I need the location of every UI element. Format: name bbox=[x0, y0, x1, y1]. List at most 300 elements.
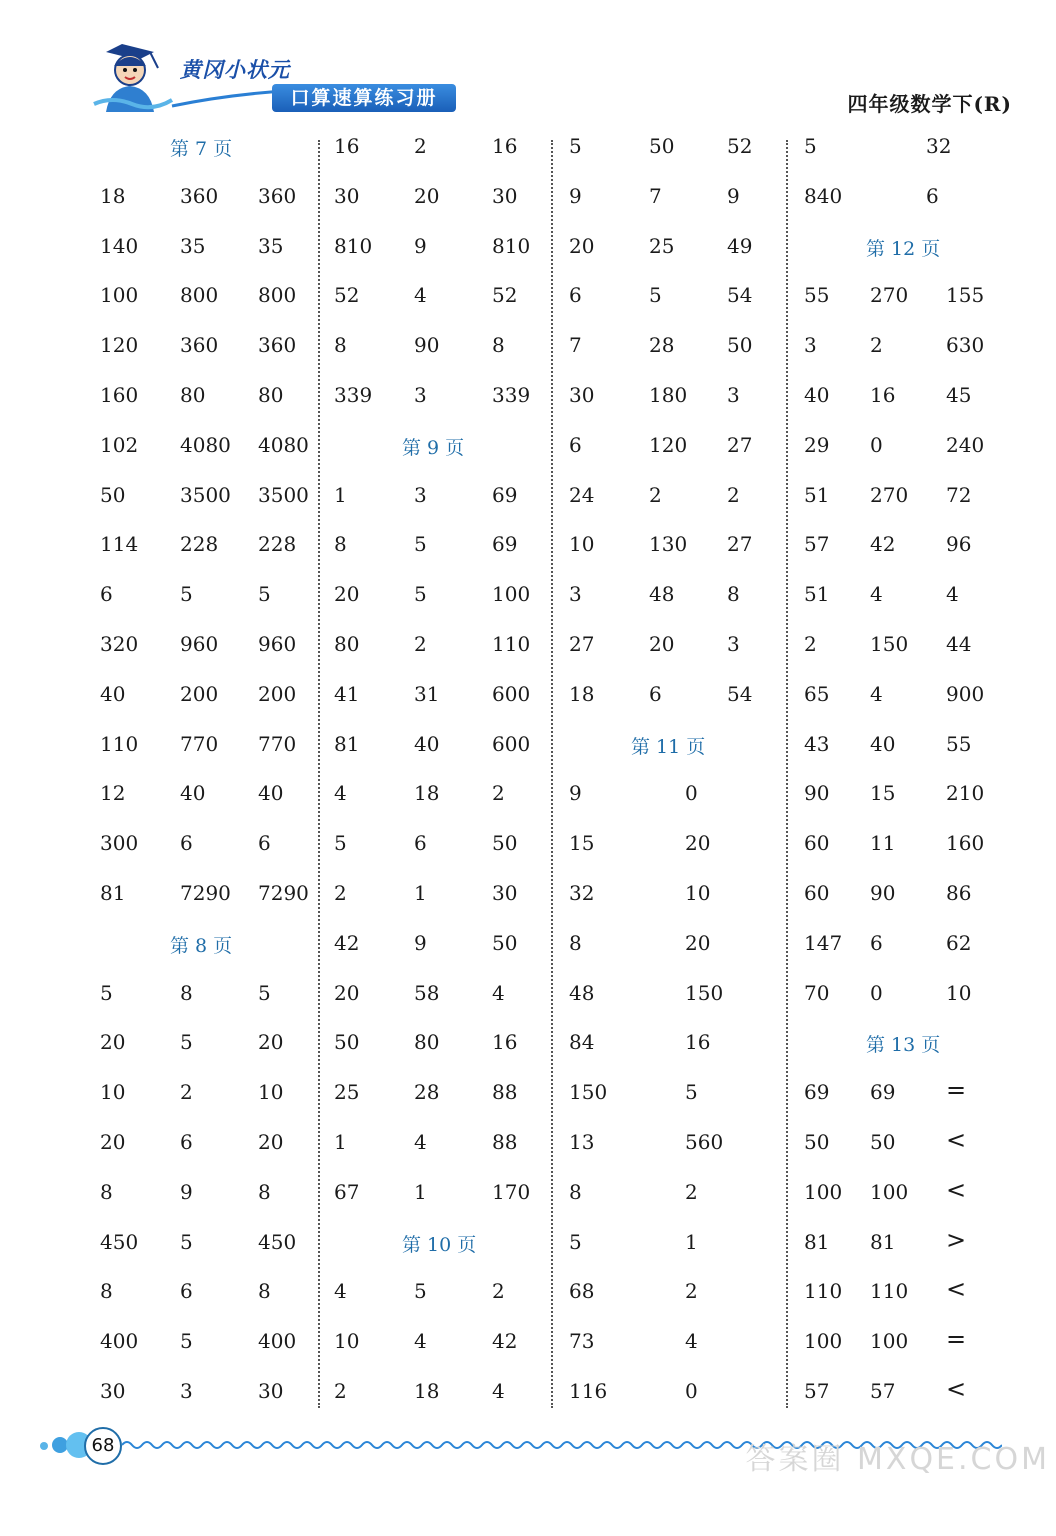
answer-value: 6 bbox=[180, 1130, 193, 1154]
answer-value: 20 bbox=[334, 980, 360, 1005]
answer-value: 88 bbox=[492, 1080, 518, 1105]
answer-value: 960 bbox=[258, 632, 297, 656]
answer-row bbox=[330, 620, 544, 670]
answer-row bbox=[565, 1267, 779, 1317]
answer-value: < bbox=[946, 1275, 967, 1304]
answer-value: 200 bbox=[180, 681, 219, 706]
answer-value: 5 bbox=[334, 831, 347, 856]
answer-value: 80 bbox=[334, 632, 360, 656]
page-number: 68 bbox=[84, 1427, 122, 1465]
answer-value: 80 bbox=[414, 1030, 440, 1055]
answer-value: 140 bbox=[100, 233, 139, 258]
answer-value: 160 bbox=[946, 831, 985, 856]
answer-value: 44 bbox=[946, 632, 972, 656]
answer-value: 40 bbox=[258, 781, 284, 806]
answer-row bbox=[330, 1068, 544, 1118]
answer-value: 150 bbox=[569, 1080, 608, 1105]
answer-row bbox=[96, 769, 312, 819]
answer-value: 3 bbox=[569, 582, 582, 607]
answer-row bbox=[96, 1168, 312, 1218]
answer-value: 20 bbox=[334, 582, 360, 607]
answer-value: 2 bbox=[870, 333, 883, 358]
answer-value: 8 bbox=[100, 1279, 113, 1304]
answer-row bbox=[96, 969, 312, 1019]
answer-value: 1 bbox=[334, 1130, 347, 1154]
answer-value: 3500 bbox=[180, 482, 231, 507]
answer-value: 5 bbox=[414, 1279, 427, 1304]
answer-row bbox=[565, 421, 779, 471]
answer-value: 41 bbox=[334, 681, 360, 706]
answer-value: 1 bbox=[685, 1229, 698, 1254]
answer-value: 50 bbox=[334, 1030, 360, 1055]
answer-value: 0 bbox=[870, 980, 883, 1005]
answer-value: 5 bbox=[569, 1229, 582, 1254]
answer-value: 54 bbox=[727, 283, 753, 308]
answer-row bbox=[96, 1118, 312, 1168]
answer-value: 600 bbox=[492, 681, 531, 706]
answer-value: 9 bbox=[727, 183, 740, 208]
answer-value: 270 bbox=[870, 482, 909, 507]
answer-value: 5 bbox=[414, 582, 427, 607]
answer-row bbox=[330, 172, 544, 222]
answer-row bbox=[96, 1267, 312, 1317]
answer-value: 5 bbox=[258, 582, 271, 607]
page-section-title bbox=[96, 919, 312, 969]
answer-value: 2 bbox=[334, 881, 347, 905]
answer-row bbox=[565, 1367, 779, 1417]
answer-value: 5 bbox=[804, 134, 817, 158]
answer-value: 5 bbox=[414, 532, 427, 557]
answer-value: 170 bbox=[492, 1179, 531, 1204]
answer-value: 6 bbox=[414, 831, 427, 856]
answer-value: 35 bbox=[258, 233, 284, 258]
answer-value: 27 bbox=[569, 632, 595, 656]
answer-row bbox=[330, 819, 544, 869]
answer-value: 80 bbox=[180, 383, 206, 407]
answer-row bbox=[330, 1267, 544, 1317]
answer-row bbox=[96, 1367, 312, 1417]
answer-value: 960 bbox=[180, 632, 219, 656]
answer-row bbox=[800, 570, 1000, 620]
answer-value: 3 bbox=[804, 333, 817, 358]
answer-value: 400 bbox=[258, 1329, 297, 1354]
answer-row bbox=[565, 471, 779, 521]
answer-row bbox=[800, 720, 1000, 770]
answer-value: 2 bbox=[414, 632, 427, 656]
answer-value: 630 bbox=[946, 333, 985, 358]
answer-row bbox=[96, 1317, 312, 1367]
answer-row bbox=[96, 1068, 312, 1118]
answer-value: 160 bbox=[100, 383, 139, 407]
answer-value: 6 bbox=[180, 831, 193, 856]
answer-value: 90 bbox=[804, 781, 830, 806]
answer-value: 12 bbox=[100, 781, 126, 806]
answer-value: 5 bbox=[180, 1329, 193, 1354]
answer-value: 9 bbox=[180, 1179, 193, 1204]
answer-row bbox=[565, 1018, 779, 1068]
answer-value: 100 bbox=[870, 1329, 909, 1354]
column-divider bbox=[318, 140, 320, 1408]
answer-row bbox=[96, 869, 312, 919]
answer-value: 1 bbox=[334, 482, 347, 507]
answer-row bbox=[565, 869, 779, 919]
answer-value: 30 bbox=[334, 183, 360, 208]
answer-value: 40 bbox=[100, 681, 126, 706]
answer-value: 100 bbox=[492, 582, 531, 607]
answer-value: 51 bbox=[804, 582, 830, 607]
answer-value: 3 bbox=[414, 482, 427, 507]
answer-value: 81 bbox=[334, 731, 360, 756]
answer-value: 3 bbox=[727, 632, 740, 656]
answer-value: 6 bbox=[100, 582, 113, 607]
answer-value: 4 bbox=[414, 1130, 427, 1154]
answer-row bbox=[330, 371, 544, 421]
answer-value: 20 bbox=[414, 183, 440, 208]
answer-value: 20 bbox=[100, 1130, 126, 1154]
answer-value: 8 bbox=[258, 1179, 271, 1204]
answer-value: 20 bbox=[258, 1130, 284, 1154]
answer-row bbox=[96, 222, 312, 272]
answer-value: 270 bbox=[870, 283, 909, 308]
answer-row bbox=[330, 271, 544, 321]
answer-row bbox=[330, 769, 544, 819]
answer-value: 1 bbox=[414, 881, 427, 905]
answer-value: 27 bbox=[727, 532, 753, 557]
answer-value: 1 bbox=[414, 1179, 427, 1204]
answer-value: 40 bbox=[870, 731, 896, 756]
answer-value: 43 bbox=[804, 731, 830, 756]
answer-value: 450 bbox=[100, 1229, 139, 1254]
answer-value: 8 bbox=[334, 333, 347, 358]
answer-value: 155 bbox=[946, 283, 985, 308]
answer-value: 40 bbox=[804, 383, 830, 407]
answer-row bbox=[96, 520, 312, 570]
answer-row bbox=[800, 271, 1000, 321]
answer-value: 8 bbox=[569, 1179, 582, 1204]
answer-value: 2 bbox=[180, 1080, 193, 1105]
answer-value: 96 bbox=[946, 532, 972, 557]
answer-row bbox=[330, 969, 544, 1019]
answer-row bbox=[565, 172, 779, 222]
decor-dot bbox=[40, 1442, 48, 1450]
answer-value: 54 bbox=[727, 681, 753, 706]
page-section-title bbox=[800, 222, 1000, 272]
answer-value: 42 bbox=[492, 1329, 518, 1354]
section-title-text: 第 13 页 bbox=[866, 1034, 941, 1057]
answer-value: 30 bbox=[492, 881, 518, 905]
answer-value: 2 bbox=[685, 1179, 698, 1204]
answer-value: 16 bbox=[685, 1030, 711, 1055]
answer-value: 339 bbox=[334, 383, 373, 407]
answer-value: 25 bbox=[334, 1080, 360, 1105]
answer-value: 15 bbox=[569, 831, 595, 856]
answer-value: 10 bbox=[258, 1080, 284, 1105]
answer-row bbox=[96, 819, 312, 869]
answer-row bbox=[800, 969, 1000, 1019]
answer-value: 5 bbox=[180, 1030, 193, 1055]
answer-value: 110 bbox=[804, 1279, 843, 1304]
answer-value: 48 bbox=[569, 980, 595, 1005]
answer-row bbox=[330, 670, 544, 720]
answer-value: 810 bbox=[334, 233, 373, 258]
answer-value: 49 bbox=[727, 233, 753, 258]
answer-value: 31 bbox=[414, 681, 440, 706]
answer-value: 8 bbox=[492, 333, 505, 358]
answer-row bbox=[800, 1168, 1000, 1218]
answer-value: 770 bbox=[180, 731, 219, 756]
answer-value: 32 bbox=[926, 134, 952, 158]
answer-value: 13 bbox=[569, 1130, 595, 1154]
answer-value: 52 bbox=[334, 283, 360, 308]
answer-value: 5 bbox=[180, 582, 193, 607]
answer-row bbox=[565, 1317, 779, 1367]
answer-value: 110 bbox=[870, 1279, 909, 1304]
answer-row bbox=[96, 172, 312, 222]
answer-value: 4 bbox=[492, 1379, 505, 1403]
answer-value: 16 bbox=[492, 1030, 518, 1055]
answer-row bbox=[330, 869, 544, 919]
answer-value: 9 bbox=[569, 183, 582, 208]
answer-value: 560 bbox=[685, 1130, 724, 1154]
answer-value: 2 bbox=[492, 781, 505, 806]
answer-value: 3 bbox=[727, 383, 740, 407]
answer-value: 210 bbox=[946, 781, 985, 806]
answer-value: 360 bbox=[258, 183, 297, 208]
answer-value: 81 bbox=[100, 881, 126, 905]
brand-name: 黄冈小状元 bbox=[180, 58, 290, 82]
answer-value: 18 bbox=[569, 681, 595, 706]
answer-row bbox=[96, 471, 312, 521]
answer-value: 25 bbox=[649, 233, 675, 258]
answer-row bbox=[96, 1218, 312, 1268]
answer-value: 5 bbox=[180, 1229, 193, 1254]
answer-value: 102 bbox=[100, 432, 139, 457]
answer-value: 7290 bbox=[180, 881, 231, 905]
answer-value: 32 bbox=[569, 881, 595, 905]
answer-row bbox=[565, 570, 779, 620]
answer-value: 18 bbox=[100, 183, 126, 208]
answer-value: 120 bbox=[649, 432, 688, 457]
answer-row bbox=[330, 570, 544, 620]
answer-row bbox=[96, 570, 312, 620]
answer-value: 5 bbox=[258, 980, 271, 1005]
answer-row bbox=[565, 670, 779, 720]
answer-row bbox=[565, 919, 779, 969]
answer-value: 6 bbox=[569, 283, 582, 308]
answer-value: 2 bbox=[649, 482, 662, 507]
answer-row bbox=[800, 1068, 1000, 1118]
answer-value: 0 bbox=[870, 432, 883, 457]
answer-value: 300 bbox=[100, 831, 139, 856]
answer-value: 42 bbox=[334, 930, 360, 955]
answer-value: 4 bbox=[870, 681, 883, 706]
answer-row bbox=[800, 769, 1000, 819]
answer-row bbox=[96, 670, 312, 720]
answer-value: 4 bbox=[414, 283, 427, 308]
answer-value: 8 bbox=[727, 582, 740, 607]
answer-value: 28 bbox=[414, 1080, 440, 1105]
answer-value: 42 bbox=[870, 532, 896, 557]
answer-value: 11 bbox=[870, 831, 896, 856]
answer-row bbox=[96, 421, 312, 471]
answer-value: 2 bbox=[492, 1279, 505, 1304]
answer-row bbox=[565, 1168, 779, 1218]
answer-value: 8 bbox=[334, 532, 347, 557]
answer-value: 800 bbox=[180, 283, 219, 308]
answer-value: 20 bbox=[258, 1030, 284, 1055]
column-divider bbox=[786, 140, 788, 1408]
answer-column-2 bbox=[330, 122, 544, 1414]
answer-value: 120 bbox=[100, 333, 139, 358]
answer-value: 86 bbox=[946, 881, 972, 905]
page-section-title bbox=[800, 1018, 1000, 1068]
answer-value: 110 bbox=[100, 731, 139, 756]
answer-row bbox=[800, 1267, 1000, 1317]
answer-value: 29 bbox=[804, 432, 830, 457]
answer-value: 6 bbox=[569, 432, 582, 457]
answer-value: 2 bbox=[685, 1279, 698, 1304]
answer-row bbox=[330, 1168, 544, 1218]
answer-row bbox=[800, 1218, 1000, 1268]
answer-value: 40 bbox=[414, 731, 440, 756]
answer-value: 58 bbox=[414, 980, 440, 1005]
answer-row bbox=[330, 520, 544, 570]
answer-value: 2 bbox=[334, 1379, 347, 1403]
answer-row bbox=[330, 1317, 544, 1367]
answer-value: 9 bbox=[569, 781, 582, 806]
answer-value: 24 bbox=[569, 482, 595, 507]
page-section-title bbox=[565, 720, 779, 770]
answer-value: 20 bbox=[649, 632, 675, 656]
answer-value: 4080 bbox=[258, 432, 309, 457]
mascot-icon bbox=[92, 38, 174, 114]
answer-value: 88 bbox=[492, 1130, 518, 1154]
answer-row bbox=[330, 222, 544, 272]
answer-row bbox=[800, 819, 1000, 869]
answer-row bbox=[96, 620, 312, 670]
answer-value: 114 bbox=[100, 532, 139, 557]
answer-value: 7290 bbox=[258, 881, 309, 905]
answer-value: 90 bbox=[414, 333, 440, 358]
answer-value: 57 bbox=[804, 1379, 830, 1403]
page-section-title bbox=[96, 122, 312, 172]
answer-value: 40 bbox=[180, 781, 206, 806]
answer-value: 84 bbox=[569, 1030, 595, 1055]
answer-value: 30 bbox=[569, 383, 595, 407]
answer-row bbox=[330, 1018, 544, 1068]
answer-value: 8 bbox=[100, 1179, 113, 1204]
answer-value: 2 bbox=[414, 134, 427, 158]
answer-value: 57 bbox=[870, 1379, 896, 1403]
answer-value: 100 bbox=[870, 1179, 909, 1204]
answer-value: 450 bbox=[258, 1229, 297, 1254]
answer-value: 69 bbox=[492, 482, 518, 507]
answer-value: 67 bbox=[334, 1179, 360, 1204]
answer-value: 360 bbox=[180, 183, 219, 208]
answer-value: 50 bbox=[727, 333, 753, 358]
answer-row bbox=[800, 620, 1000, 670]
page-section-title bbox=[330, 1218, 544, 1268]
answer-value: 6 bbox=[258, 831, 271, 856]
section-title-text: 第 8 页 bbox=[170, 934, 233, 957]
answer-value: 600 bbox=[492, 731, 531, 756]
section-title-text: 第 12 页 bbox=[866, 237, 941, 260]
answer-row bbox=[565, 222, 779, 272]
answer-value: 73 bbox=[569, 1329, 595, 1354]
answer-value: 0 bbox=[685, 1379, 698, 1403]
answer-value: 50 bbox=[100, 482, 126, 507]
answer-value: 810 bbox=[492, 233, 531, 258]
answer-value: 8 bbox=[180, 980, 193, 1005]
answer-value: 60 bbox=[804, 831, 830, 856]
answer-row bbox=[800, 371, 1000, 421]
answer-value: 69 bbox=[492, 532, 518, 557]
answer-row bbox=[96, 371, 312, 421]
section-title-text: 第 11 页 bbox=[631, 735, 706, 758]
answer-value: 147 bbox=[804, 930, 843, 955]
answer-value: 4 bbox=[685, 1329, 698, 1354]
answer-value: 15 bbox=[870, 781, 896, 806]
answer-value: 68 bbox=[569, 1279, 595, 1304]
answer-value: 69 bbox=[804, 1080, 830, 1105]
answer-value: 4 bbox=[334, 1279, 347, 1304]
answer-value: 100 bbox=[100, 283, 139, 308]
answer-value: 320 bbox=[100, 632, 139, 656]
answer-row bbox=[565, 819, 779, 869]
grade-label: 四年级数学下(R) bbox=[847, 92, 1012, 116]
answer-value: 110 bbox=[492, 632, 531, 656]
answer-value: 130 bbox=[649, 532, 688, 557]
answer-row bbox=[330, 919, 544, 969]
answer-row bbox=[565, 122, 779, 172]
answer-column-1 bbox=[96, 122, 312, 1414]
answer-row bbox=[96, 321, 312, 371]
answer-value: 10 bbox=[569, 532, 595, 557]
answer-value: 55 bbox=[946, 731, 972, 756]
answer-value: 339 bbox=[492, 383, 531, 407]
answer-value: 60 bbox=[804, 881, 830, 905]
answer-value: 3 bbox=[180, 1379, 193, 1403]
answer-row bbox=[800, 869, 1000, 919]
answer-value: = bbox=[946, 1325, 967, 1354]
answer-value: 30 bbox=[492, 183, 518, 208]
answer-value: 4 bbox=[870, 582, 883, 607]
answer-row bbox=[96, 271, 312, 321]
answer-value: 2 bbox=[804, 632, 817, 656]
answer-value: 10 bbox=[946, 980, 972, 1005]
answer-value: > bbox=[946, 1225, 967, 1254]
answer-row bbox=[800, 520, 1000, 570]
answer-value: 50 bbox=[870, 1130, 896, 1154]
answer-value: 55 bbox=[804, 283, 830, 308]
answer-value: 400 bbox=[100, 1329, 139, 1354]
answer-row bbox=[800, 1118, 1000, 1168]
answer-value: 28 bbox=[649, 333, 675, 358]
answer-value: 18 bbox=[414, 1379, 440, 1403]
answer-row bbox=[96, 720, 312, 770]
answer-value: 48 bbox=[649, 582, 675, 607]
answer-value: 81 bbox=[870, 1229, 896, 1254]
answer-value: 65 bbox=[804, 681, 830, 706]
answer-value: 6 bbox=[926, 183, 939, 208]
answer-value: 5 bbox=[100, 980, 113, 1005]
answer-value: 800 bbox=[258, 283, 297, 308]
answer-row bbox=[800, 122, 1000, 172]
answer-value: 228 bbox=[180, 532, 219, 557]
page-footer bbox=[0, 1420, 1056, 1480]
answer-row bbox=[800, 421, 1000, 471]
answer-row bbox=[330, 720, 544, 770]
